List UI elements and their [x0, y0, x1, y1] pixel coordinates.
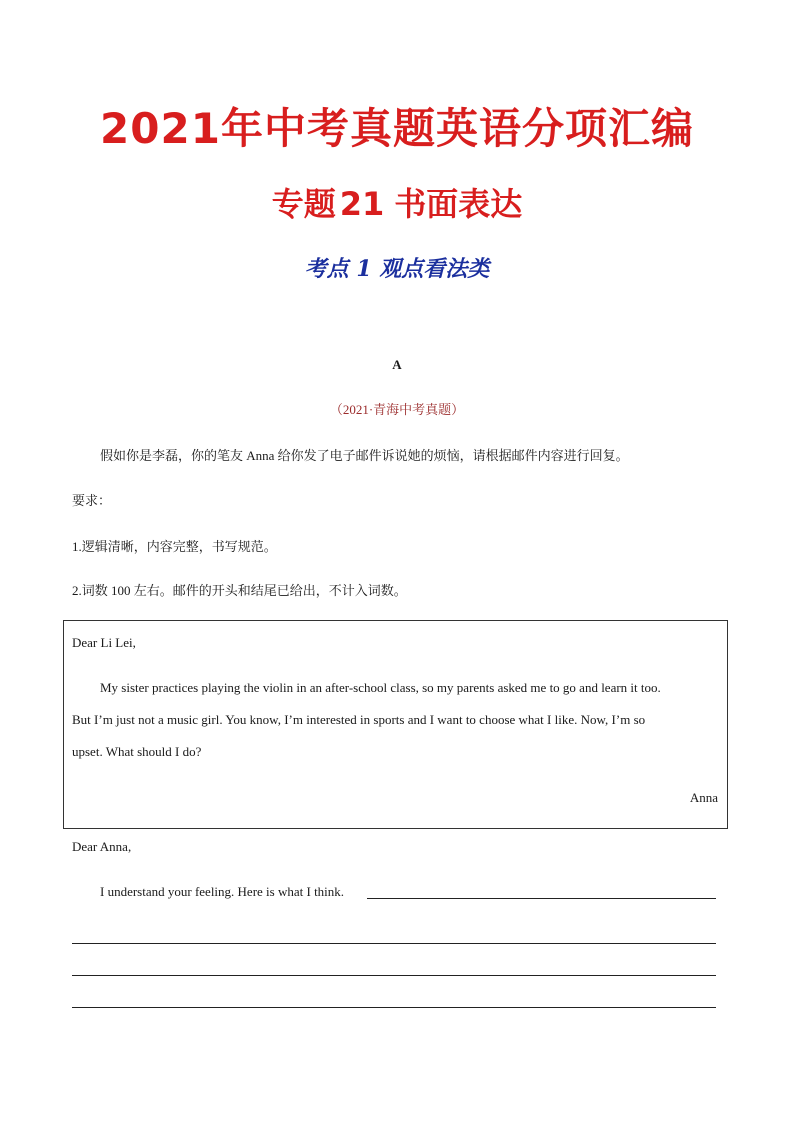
email-box [63, 620, 728, 829]
email-body-line: But I’m just not a music girl. You know, I’m interested in sports and I want to choose what I like. Now, I’m so [72, 712, 646, 727]
email-signature: Anna [689, 790, 718, 805]
answer-line[interactable] [367, 898, 716, 899]
email-body-line: My sister practices playing the violin in an after-school class, so my parents asked me to go and learn it too. [100, 680, 661, 695]
sub-title [0, 182, 794, 226]
requirement-item: 2.词数 100 左右。邮件的开头和结尾已给出，不计入词数。 [72, 583, 407, 598]
sub-title-suffix: 书面表达 [394, 185, 523, 223]
reply-greeting: Dear Anna, [72, 839, 132, 854]
task-prompt: 假如你是李磊，你的笔友 Anna 给你发了电子邮件诉说她的烦恼，请根据邮件内容进行回复。 [100, 448, 629, 463]
sub-title-prefix: 专题 [271, 185, 336, 223]
requirements-label: 要求： [72, 493, 112, 508]
reply-opening: I understand your feeling. Here is what I think. [100, 884, 345, 899]
answer-line[interactable] [72, 1007, 716, 1008]
section-letter: A [392, 357, 402, 372]
main-title: 2021年中考真题英语分项汇编 [100, 104, 694, 153]
answer-line[interactable] [72, 943, 716, 944]
sub-title-number: 21 [339, 185, 385, 223]
email-body-line: upset. What should I do? [72, 744, 202, 759]
answer-line[interactable] [72, 975, 716, 976]
requirement-item: 1.逻辑清晰，内容完整，书写规范。 [72, 539, 277, 554]
topic-title: 考点 1 观点看法类 [304, 256, 490, 282]
question-source: （2021·青海中考真题） [329, 402, 465, 417]
email-greeting: Dear Li Lei, [72, 635, 136, 650]
